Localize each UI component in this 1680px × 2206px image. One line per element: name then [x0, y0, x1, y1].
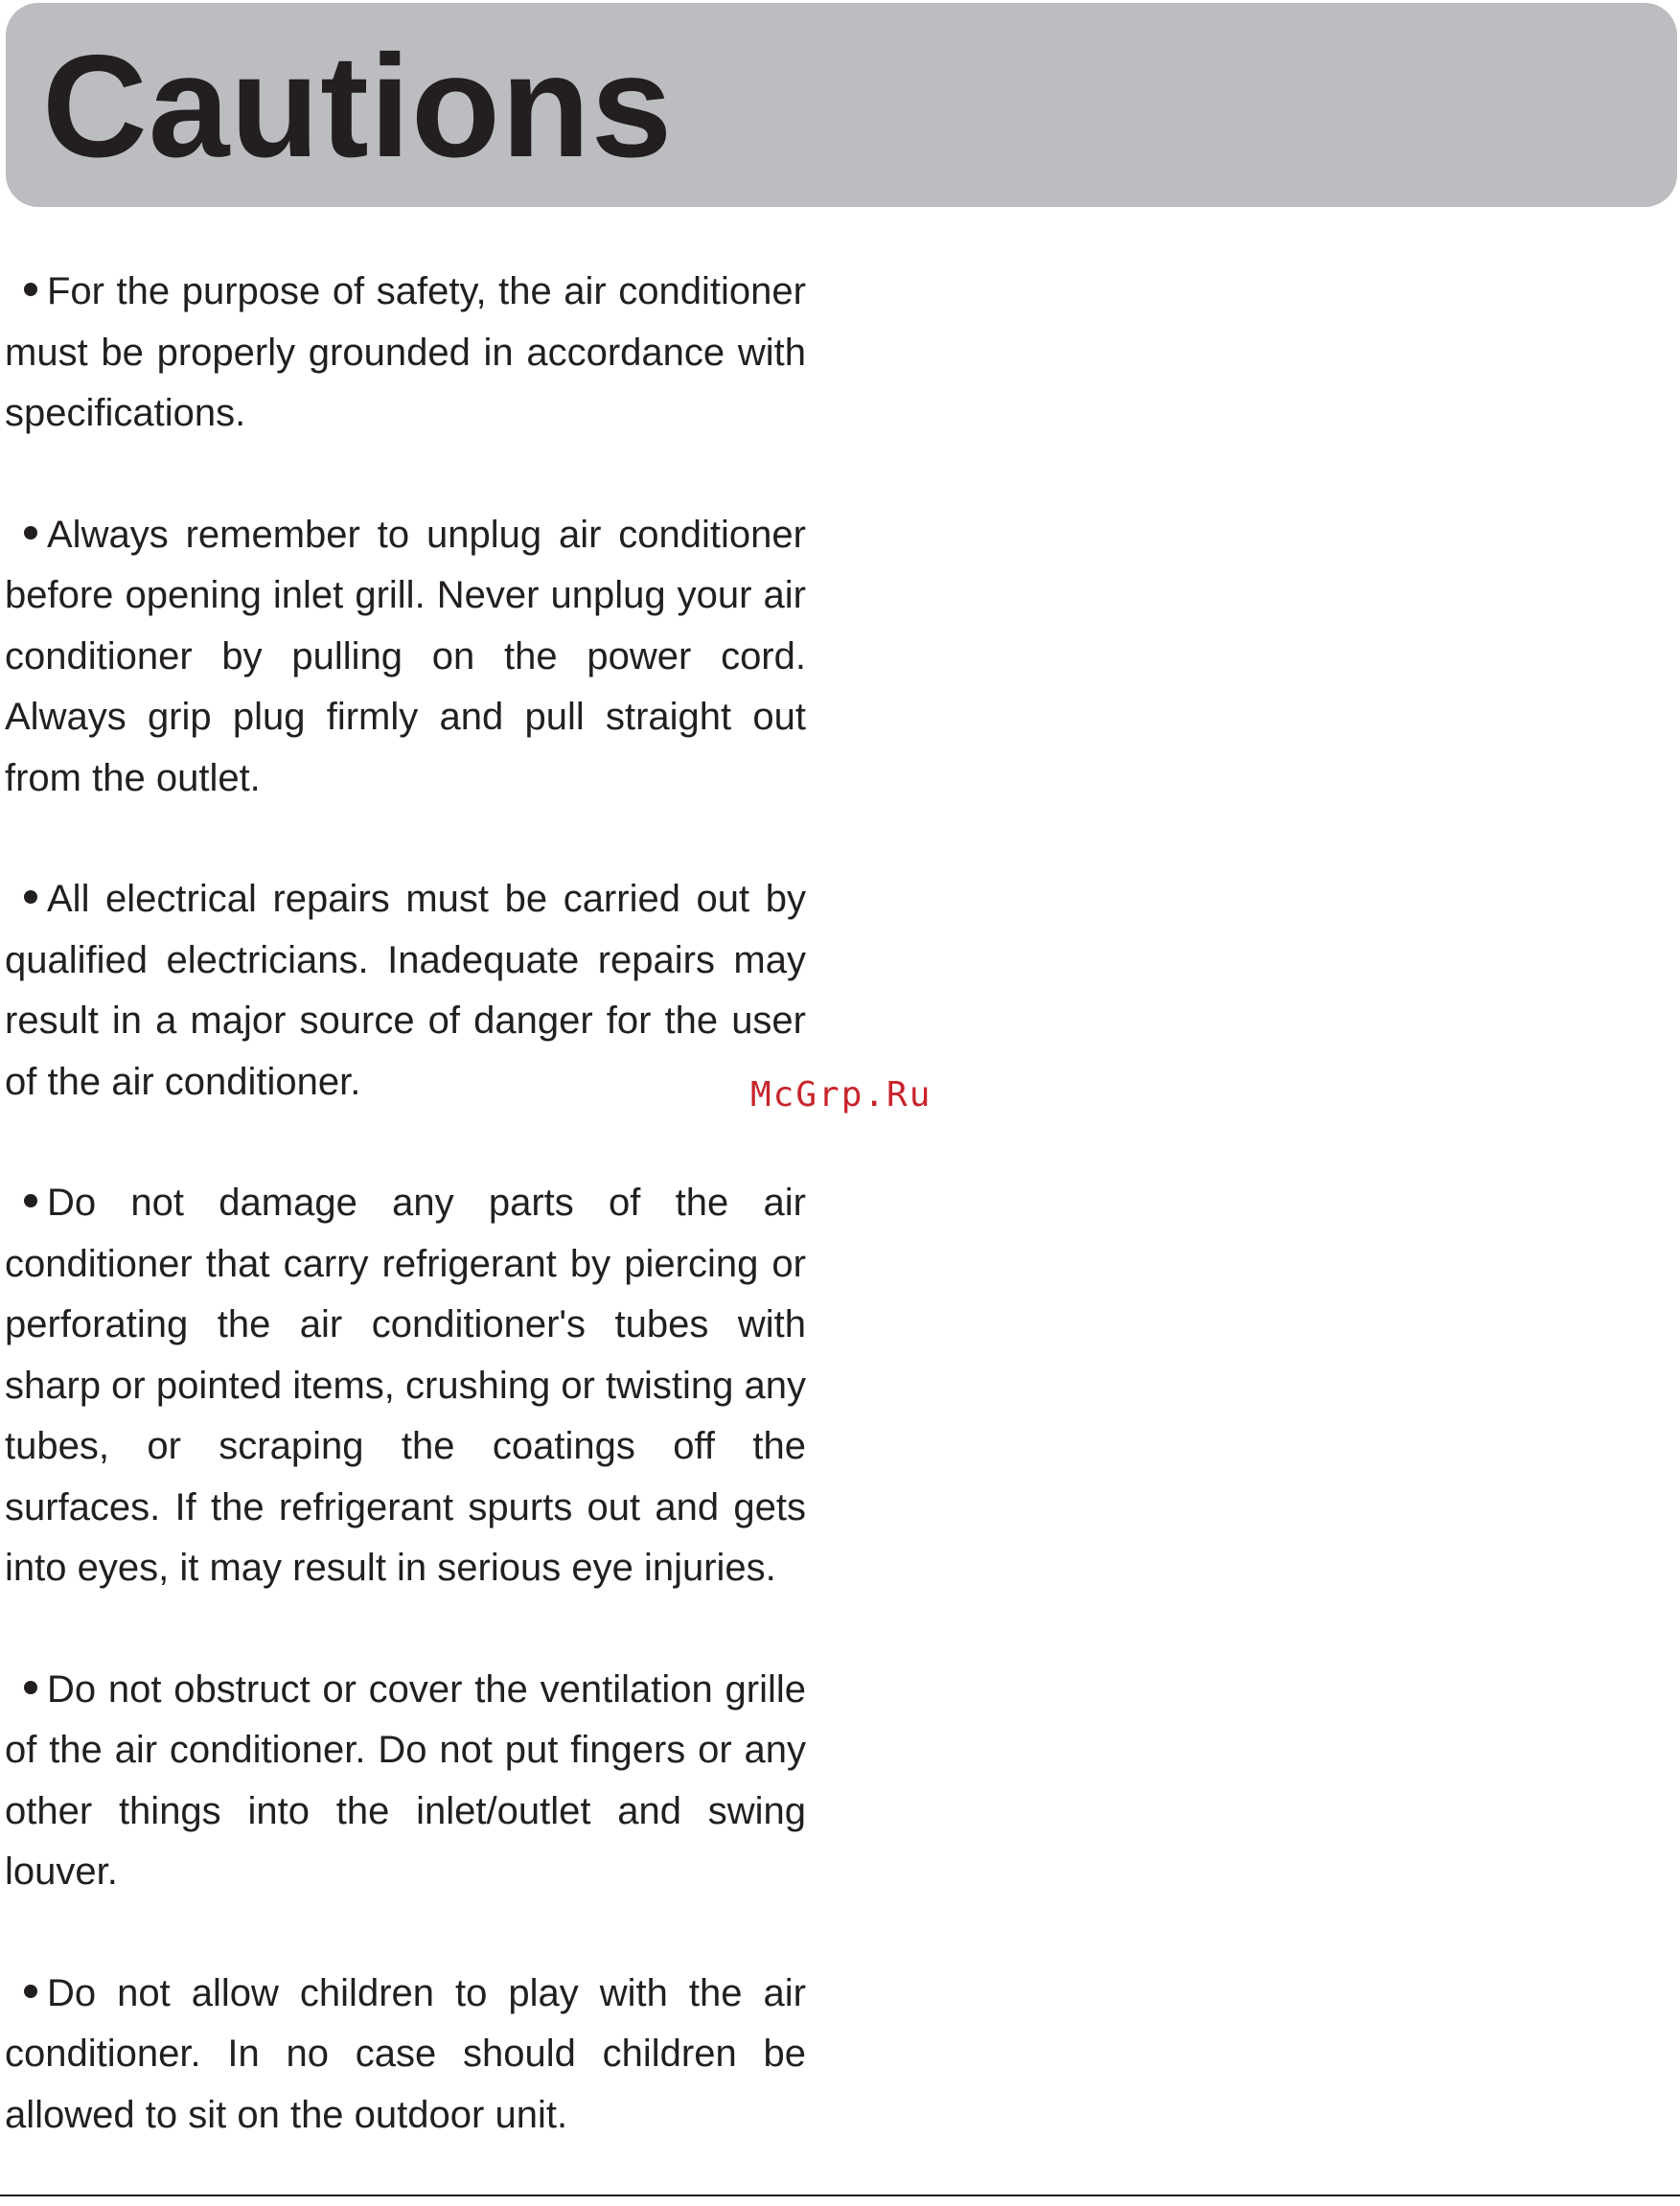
- bullet-icon: [24, 283, 37, 296]
- bullet-icon: [24, 1985, 37, 1998]
- caution-text: All electrical repairs must be carried out by qualified electricians. Inadequate repairs may result in a major source of danger for the user of the air conditioner.: [5, 878, 806, 1103]
- caution-item-repairs: [5, 869, 806, 1113]
- bullet-icon: [24, 526, 37, 540]
- caution-text: Always remember to unplug air conditioner before opening inlet grill. Never unplug your air conditioner by pulling on the power cord. Always grip plug firmly and pull straight out from the outlet.: [5, 513, 806, 799]
- bullet-icon: [24, 1681, 37, 1694]
- caution-text: For the purpose of safety, the air conditioner must be properly grounded in accordance with specifications.: [5, 270, 806, 434]
- bottom-rule: [0, 2195, 1680, 2196]
- caution-text: Do not damage any parts of the air conditioner that carry refrigerant by piercing or perforating the air conditioner's tubes with sharp or pointed items, crushing or twisting any tubes, or scraping the coatings off the surfaces. If the refrigerant spurts out and gets into eyes, it may result in serious eye injuries.: [5, 1182, 806, 1589]
- caution-text: Do not allow children to play with the air conditioner. In no case should children be allowed to sit on the outdoor unit.: [5, 1971, 806, 2136]
- bullet-icon: [24, 1194, 37, 1207]
- caution-item-ventilation: [5, 1660, 806, 1903]
- caution-item-refrigerant: [5, 1173, 806, 1599]
- caution-text: Do not obstruct or cover the ventilation grille of the air conditioner. Do not put fingers or any other things into the inlet/outlet and swing louver.: [5, 1667, 806, 1893]
- caution-item-children: [5, 1964, 806, 2147]
- caution-item-grounding: [5, 262, 806, 445]
- bullet-icon: [24, 890, 37, 904]
- caution-item-unplug: [5, 505, 806, 810]
- page-title: Cautions: [42, 25, 674, 188]
- watermark: McGrp.Ru: [750, 1075, 932, 1114]
- cautions-list: [5, 262, 806, 2206]
